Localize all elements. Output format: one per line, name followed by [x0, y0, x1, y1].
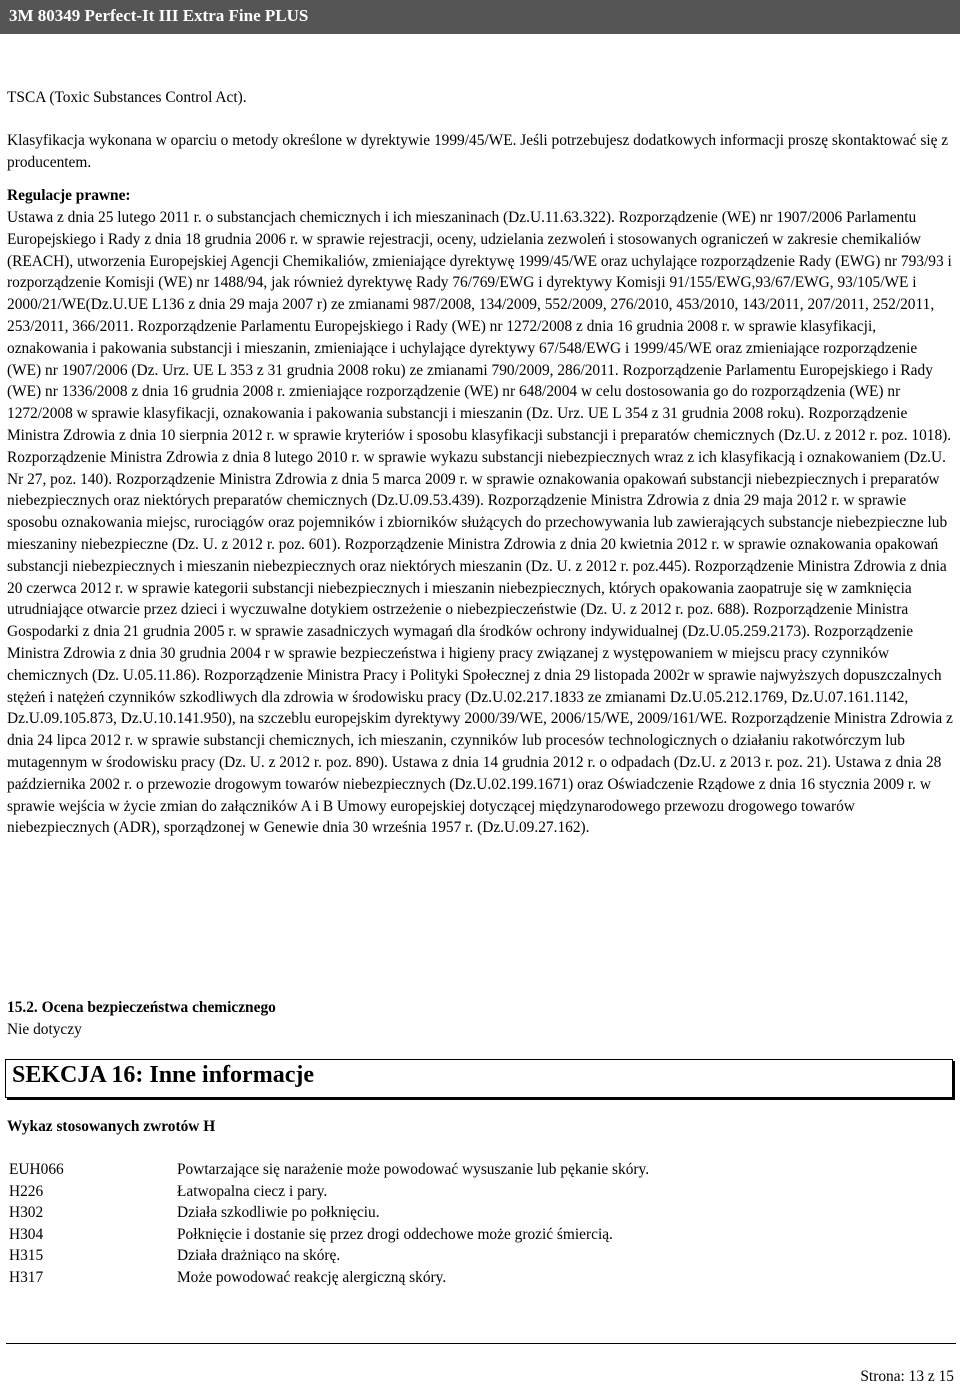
- classification-paragraph: Klasyfikacja wykonana w oparciu o metody określone w dyrektywie 1999/45/WE. Jeśli potrzebujesz dodatkowych informacji proszę skontaktować się z producentem.: [7, 132, 949, 171]
- h-phrase-row: [9, 1245, 949, 1267]
- h-phrase-code: H315: [9, 1247, 44, 1265]
- h-phrase-row: [9, 1159, 949, 1181]
- h-phrase-text: Powtarzające się narażenie może powodować wysuszanie lub pękanie skóry.: [177, 1161, 650, 1178]
- h-phrase-code: H304: [9, 1225, 44, 1243]
- h-phrase-row: [9, 1202, 949, 1224]
- h-phrase-code: H317: [9, 1268, 44, 1286]
- h-phrase-code: H226: [9, 1182, 44, 1200]
- page-number: Strona: 13 z 15: [860, 1368, 954, 1385]
- h-phrases-list: [9, 1159, 949, 1289]
- h-phrases-heading: Wykaz stosowanych zwrotów H: [7, 1118, 216, 1135]
- document-header-bar: [0, 0, 960, 34]
- h-phrase-text: Połknięcie i dostanie się przez drogi oddechowe może grozić śmiercią.: [177, 1225, 613, 1243]
- legal-regulations-body: Ustawa z dnia 25 lutego 2011 r. o substancjach chemicznych i ich mieszaninach (Dz.U.11.63.322). Rozporządzenie (WE) nr 1907/2006 Parlamentu Europejskiego i Rady z dnia 18 grudnia 2006 r. w sprawie rejestracji, oceny, udzielania zezwoleń i stosowanych ograniczeń w zakresie chemikaliów (REACH), utworzenia Europejskiej Agencji Chemikaliów, zmieniające dyrektywę 1999/45/WE oraz uchylające rozporządzenie Rady (EWG) nr 793/93 i rozporządzenie Komisji (WE) nr 1488/94, jak również dyrektywę Rady 76/769/EWG i dyrektywy Komisji 91/155/EWG,93/67/EWG, 93/105/WE i 2000/21/WE(Dz.U.UE L136 z dnia 29 maja 2007 r) ze zmianami 987/2008, 134/2009, 552/2009, 276/2010, 453/2010, 143/2011, 207/2011, 252/2011, 253/2011, 366/2011. Rozporządzenie Parlamentu Europejskiego i Rady (WE) nr 1272/2008 z dnia 16 grudnia 2008 r. w sprawie klasyfikacji, oznakowania i pakowania substancji i mieszanin, zmieniające i uchylające dyrektywy 67/548/EWG i 1999/45/WE oraz zmieniające rozporządzenie (WE) nr 1907/2006 (Dz. Urz. UE L 353 z 31 grudnia 2008 roku) ze zmianami 790/2009, 286/2011. Rozporządzenie Parlamentu Europejskiego i Rady (WE) nr 1336/2008 z dnia 16 grudnia 2008 r. zmieniające rozporządzenie (WE) nr 648/2004 w celu dostosowania go do rozporządzenia (WE) nr 1272/2008 w sprawie klasyfikacji, oznakowania i pakowania substancji i mieszanin (Dz. Urz. UE L 354 z 31 grudnia 2008 roku). Rozporządzenie Ministra Zdrowia z dnia 10 sierpnia 2012 r. w sprawie kryteriów i sposobu klasyfikacji substancji i preparatów chemicznych (Dz.U. z 2012 r. poz. 1018). Rozporządzenie Ministra Zdrowia z dnia 8 lutego 2010 r. w sprawie wykazu substancji niebezpiecznych wraz z ich klasyfikacją i oznakowaniem (Dz.U. Nr 27, poz. 140). Rozporządzenie Ministra Zdrowia z dnia 5 marca 2009 r. w sprawie oznakowania opakowań substancji niebezpiecznych i preparatów niebezpiecznych oraz niektórych preparatów chemicznych (Dz.U.09.53.439). Rozporządzenie Ministra Zdrowia z dnia 29 maja 2012 r. w sprawie sposobu oznakowania miejsc, rurociągów oraz pojemników i zbiorników służących do przechowywania lub zawierających substancje niebezpieczne lub mieszaniny niebezpieczne (Dz. U. z 2012 r. poz. 601). Rozporządzenie Ministra Zdrowia z dnia 20 kwietnia 2012 r. w sprawie oznakowania opakowań substancji niebezpiecznych i mieszanin niebezpiecznych oraz niektórych mieszanin (Dz. U. z 2012 r. poz.445). Rozporządzenie Ministra Zdrowia z dnia 20 czerwca 2012 r. w sprawie kategorii substancji niebezpiecznych i mieszanin niebezpiecznych, których opakowania zaopatruje się w zamknięcia utrudniające otwarcie przez dzieci i wyczuwalne dotykiem ostrzeżenie o niebezpieczeństwie (Dz. U. z 2012 r. poz. 688). Rozporządzenie Ministra Gospodarki z dnia 21 grudnia 2005 r. w sprawie zasadniczych wymagań dla środków ochrony indywidualnej (Dz.U.05.259.2173). Rozporządzenie Ministra Zdrowia z dnia 30 grudnia 2004 r w sprawie bezpieczeństwa i higieny pracy związanej z występowaniem w miejscu pracy czynników chemicznych (Dz. U.05.11.86). Rozporządzenie Ministra Pracy i Polityki Społecznej z dnia 29 listopada 2002r w sprawie najwyższych dopuszczalnych stężeń i natężeń czynników szkodliwych dla zdrowia w środowisku pracy (Dz.U.02.217.1833 ze zmianami Dz.U.05.212.1769, Dz.U.07.161.1142, Dz.U.09.105.873, Dz.U.10.141.950), na szczeblu europejskim dyrektywy 2000/39/WE, 2006/15/WE, 2009/161/WE. Rozporządzenie Ministra Zdrowia z dnia 24 lipca 2012 r. w sprawie substancji chemicznych, ich mieszanin, czynników lub procesów technologicznych o działaniu rakotwórczym lub mutagennym w środowisku pracy (Dz. U. z 2012 r. poz. 890). Ustawa z dnia 14 grudnia 2012 r. o odpadach (Dz.U. z 2013 r. poz. 21). Ustawa z dnia 28 października 2002 r. o przewozie drogowym towarów niebezpiecznych (Dz.U.02.199.1671) oraz Oświadczenie Rządowe z dnia 16 stycznia 2009 r. w sprawie wejścia w życie zmian do załączników A i B Umowy europejskiej dotyczącej międzynarodowego przewozu drogowego towarów niebezpiecznych (ADR), sporządzonej w Genewie dnia 30 września 1957 r. (Dz.U.09.27.162).: [7, 209, 953, 837]
- h-phrase-row: [9, 1267, 949, 1289]
- h-phrase-row: [9, 1181, 949, 1203]
- footer-divider: [6, 1343, 956, 1344]
- h-phrase-row: [9, 1224, 949, 1246]
- h-phrase-code: H302: [9, 1204, 44, 1222]
- h-phrase-text: Działa drażniąco na skórę.: [177, 1247, 341, 1265]
- section-16-box: [5, 1059, 953, 1098]
- h-phrase-code: EUH066: [9, 1161, 64, 1178]
- chemical-safety-heading: 15.2. Ocena bezpieczeństwa chemicznego: [7, 999, 276, 1016]
- document-title: 3M 80349 Perfect-It III Extra Fine PLUS: [9, 6, 309, 25]
- h-phrase-text: Działa szkodliwie po połknięciu.: [177, 1204, 380, 1222]
- tsca-paragraph: TSCA (Toxic Substances Control Act).: [7, 89, 247, 106]
- chemical-safety-body: Nie dotyczy: [7, 1021, 82, 1038]
- legal-regulations-heading: Regulacje prawne:: [7, 187, 131, 204]
- h-phrase-text: Łatwopalna ciecz i pary.: [177, 1182, 328, 1200]
- section-16-title: SEKCJA 16: Inne informacje: [12, 1062, 314, 1088]
- h-phrase-text: Może powodować reakcję alergiczną skóry.: [177, 1268, 447, 1286]
